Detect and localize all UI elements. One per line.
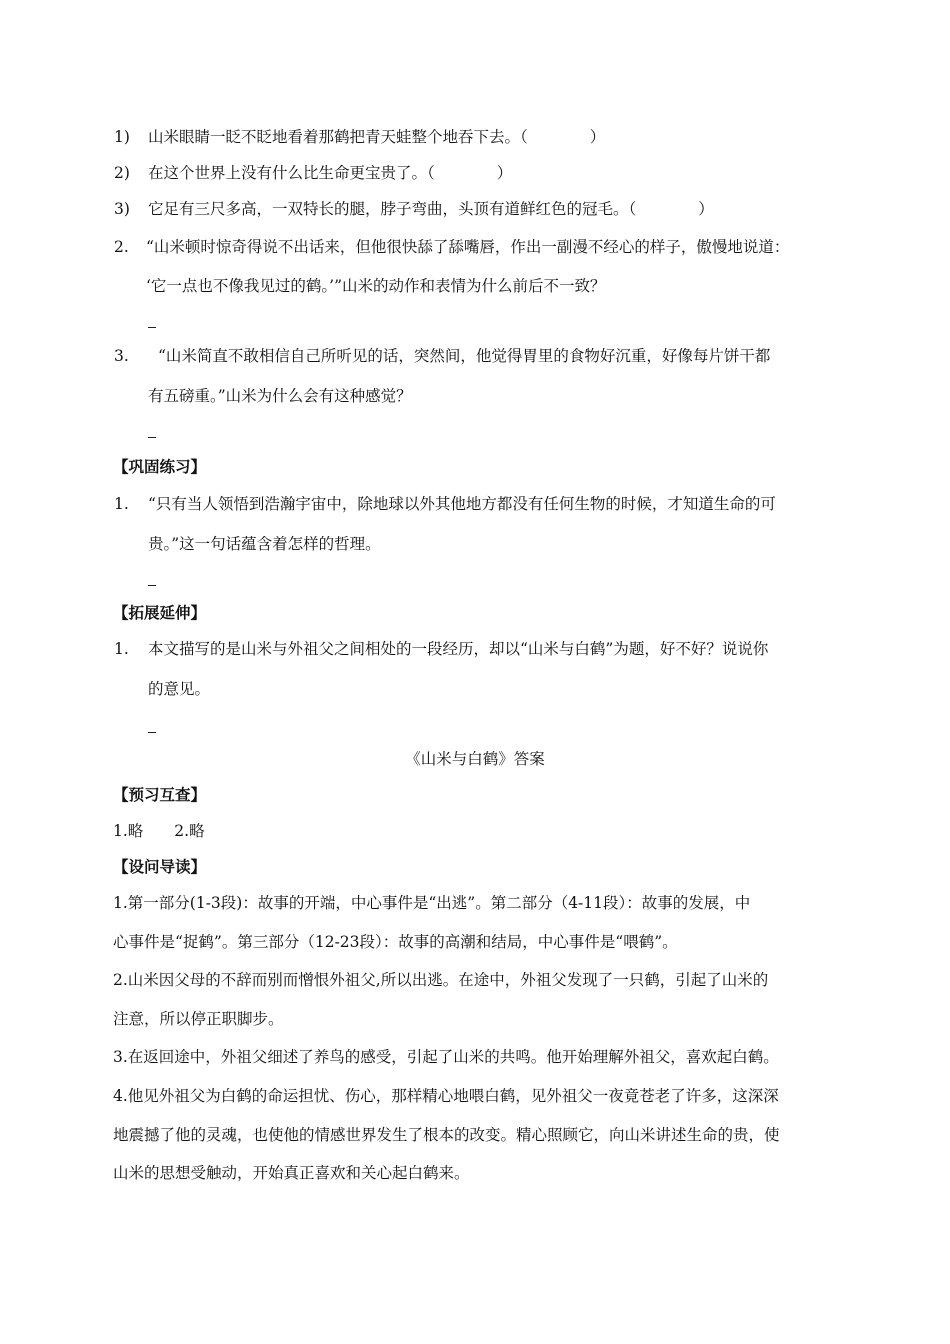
question-number: 1. xyxy=(114,640,129,658)
question-text: 有五磅重。”山米为什么会有这种感觉？ xyxy=(148,387,412,405)
answer-text: 2.山米因父母的不辞而别而憎恨外祖父,所以出逃。在途中，外祖父发现了一只鹤，引起了山米的 xyxy=(113,971,769,989)
answer-text: 4.他见外祖父为白鹤的命运担忧、伤心，那样精心地喂白鹤，见外祖父一夜竟苍老了许多，这深深 xyxy=(113,1087,779,1105)
question-number: 3) xyxy=(114,200,130,218)
question-text: 本文描写的是山米与外祖父之间相处的一段经历，却以“山米与白鹤”为题，好不好？说说你 xyxy=(148,640,769,658)
question-number: 2. xyxy=(114,238,129,256)
question-text: “山米顿时惊奇得说不出话来，但他很快舔了舔嘴唇，作出一副漫不经心的样子，傲慢地说道： xyxy=(146,238,790,256)
question-number: 1) xyxy=(114,128,130,146)
answer-blank xyxy=(148,327,156,328)
question-number: 3. xyxy=(114,347,129,365)
question-text: “只有当人领悟到浩瀚宇宙中，除地球以外其他地方都没有任何生物的时候，才知道生命的可 xyxy=(148,495,776,513)
section-heading: 【拓展延伸】 xyxy=(113,604,207,622)
question-text: 山米眼睛一眨不眨地看着那鹤把青天蛙整个地吞下去。（ ） xyxy=(148,128,606,146)
question-number: 1. xyxy=(114,495,129,513)
answer-text: 3.在返回途中，外祖父细述了养鸟的感受，引起了山米的共鸣。他开始理解外祖父，喜欢起白鹤。 xyxy=(113,1048,779,1066)
question-text: 它足有三尺多高，一双特长的腿，脖子弯曲，头顶有道鲜红色的冠毛。（ ） xyxy=(148,200,714,218)
section-heading: 【设问导读】 xyxy=(113,858,207,876)
question-number: 2) xyxy=(114,164,130,182)
answer-blank xyxy=(148,585,156,586)
section-heading: 【巩固练习】 xyxy=(113,458,207,476)
question-text: 在这个世界上没有什么比生命更宝贵了。（ ） xyxy=(148,164,513,182)
answer-text: 地震撼了他的灵魂，也使他的情感世界发生了根本的改变。精心照顾它，向山米讲述生命的贵，使 xyxy=(113,1126,780,1144)
question-text: 贵。”这一句话蕴含着怎样的哲理。 xyxy=(148,535,381,553)
answer-text: 心事件是“捉鹤”。第三部分（12-23段）：故事的高潮和结局，中心事件是“喂鹤”。 xyxy=(113,933,678,951)
answer-text: 注意，所以停正职脚步。 xyxy=(113,1010,284,1028)
answer-title: 《山米与白鹤》答案 xyxy=(405,750,545,768)
answer-text: 山米的思想受触动，开始真正喜欢和关心起白鹤来。 xyxy=(113,1164,470,1182)
question-text: ‘它一点也不像我见过的鹤。’”山米的动作和表情为什么前后不一致？ xyxy=(146,277,606,295)
answer-text: 1.略 2.略 xyxy=(113,822,205,840)
answer-text: 1.第一部分(1-3段)：故事的开端，中心事件是“出逃”。第二部分（4-11段）：故事的发展，中 xyxy=(113,894,751,912)
section-heading: 【预习互查】 xyxy=(113,786,207,804)
answer-blank xyxy=(148,437,156,438)
answer-blank xyxy=(148,732,156,733)
question-text: 的意见。 xyxy=(148,680,211,698)
question-text: “山米简直不敢相信自己所听见的话，突然间，他觉得胃里的食物好沉重，好像每片饼干都 xyxy=(158,347,771,365)
